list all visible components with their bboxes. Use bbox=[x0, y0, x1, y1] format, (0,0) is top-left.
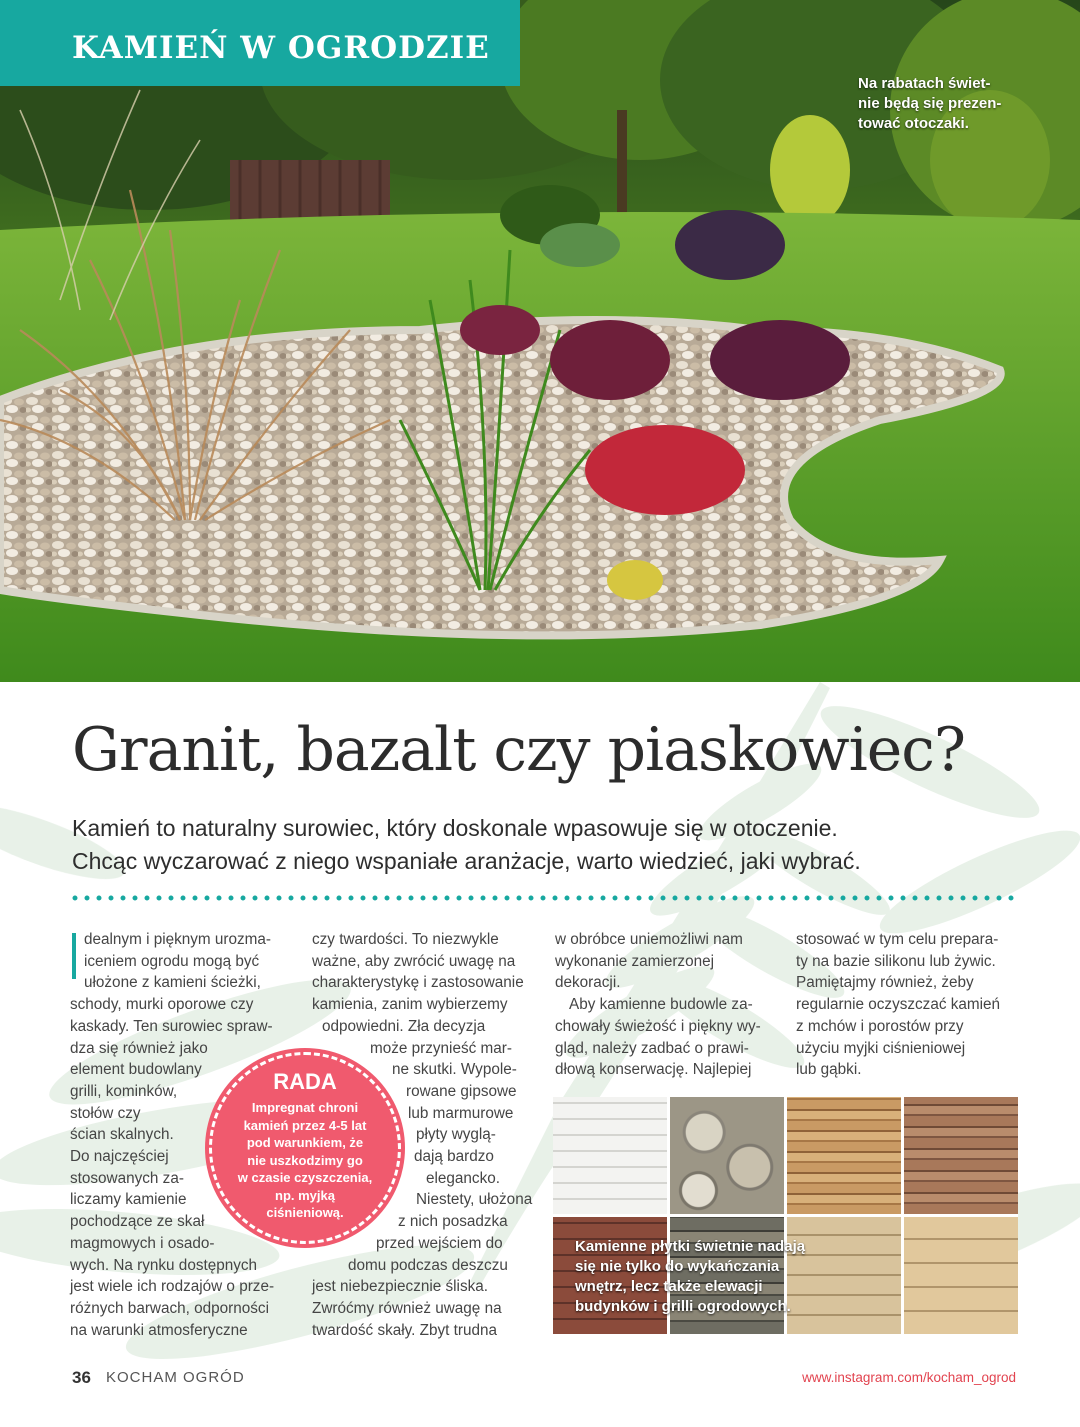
tip-title: RADA bbox=[273, 1069, 337, 1094]
hero-caption: Na rabatach świet- nie będą się prezen- tować otoczaki. bbox=[858, 75, 1002, 132]
text-line: lub marmurowe bbox=[408, 1104, 514, 1122]
tiles-caption: Kamienne płytki świetnie nadają się nie tylko do wykańczania wnętrz, lecz także elewacji budynków i grilli ogrodowych. bbox=[575, 1238, 806, 1315]
text-line: z mchów i porostów przy bbox=[796, 1017, 964, 1035]
text-line: różnych barwach, odporności bbox=[70, 1299, 269, 1317]
text-line: element budowlany bbox=[70, 1061, 202, 1079]
text-line: ty na bazie silikonu lub żywic. bbox=[796, 952, 996, 970]
tile-fieldstone bbox=[670, 1097, 784, 1214]
text-line: wych. Na rynku dostępnych bbox=[70, 1256, 258, 1274]
text-line: elegancko. bbox=[426, 1169, 500, 1187]
text-line: ścian skalnych. bbox=[70, 1126, 174, 1144]
magazine-name: KOCHAM OGRÓD bbox=[106, 1369, 245, 1386]
text-line: chowały świeżość i piękny wy- bbox=[555, 1017, 761, 1035]
hero-garden-photo bbox=[0, 0, 1080, 682]
text-line: stosować w tym celu prepara- bbox=[796, 931, 999, 948]
tile-sandstone-strips bbox=[787, 1097, 901, 1214]
text-line: twardość skały. Zbyt trudna bbox=[312, 1321, 498, 1339]
text-line: charakterystykę i zastosowanie bbox=[312, 974, 524, 992]
text-line: dza się również jako bbox=[70, 1039, 208, 1057]
text-line: z nich posadzka bbox=[398, 1213, 508, 1231]
text-line: iceniem ogrodu mogą być bbox=[84, 952, 260, 970]
text-line: na warunki atmosferyczne bbox=[70, 1321, 248, 1339]
text-line: może przynieść mar- bbox=[370, 1039, 512, 1057]
text-line: ważne, aby zwrócić uwagę na bbox=[312, 952, 516, 970]
text-line: regularnie oczyszczać kamień bbox=[796, 996, 1001, 1014]
tip-badge bbox=[209, 1052, 401, 1244]
text-line: Do najczęściej bbox=[70, 1148, 169, 1166]
text-line: czy twardości. To niezwykle bbox=[312, 931, 499, 948]
article-headline: Granit, bazalt czy piaskowiec? bbox=[72, 715, 966, 785]
text-line: liczamy kamienie bbox=[70, 1191, 187, 1209]
text-line: dają bardzo bbox=[414, 1148, 494, 1166]
text-line: magmowych i osado- bbox=[70, 1234, 215, 1252]
text-line: ułożone z kamieni ścieżki, bbox=[84, 974, 261, 992]
text-line: Pamiętajmy również, żeby bbox=[796, 974, 974, 992]
body-column-3 bbox=[555, 929, 777, 1081]
tile-white-brick bbox=[553, 1097, 667, 1214]
tile-sand-block bbox=[904, 1217, 1018, 1334]
text-line: Aby kamienne budowle za- bbox=[569, 996, 753, 1014]
lead-line-1: Kamień to naturalny surowiec, który doskonale wpasowuje się w otoczenie. bbox=[72, 815, 838, 841]
text-line: rowane gipsowe bbox=[406, 1082, 517, 1100]
text-line: lub gąbki. bbox=[796, 1061, 862, 1079]
text-line: odpowiedni. Zła decyzja bbox=[322, 1017, 486, 1035]
body-column-4 bbox=[796, 929, 1022, 1081]
section-tag bbox=[0, 0, 520, 86]
text-line: kaskady. Ten surowiec spraw- bbox=[70, 1017, 273, 1035]
text-line: Niestety, ułożona bbox=[416, 1191, 533, 1209]
text-line: Zwróćmy również uwagę na bbox=[312, 1299, 502, 1317]
text-line: pochodzące ze skał bbox=[70, 1213, 205, 1231]
text-line: płyty wyglą- bbox=[416, 1126, 496, 1144]
tile-brown-slate bbox=[904, 1097, 1018, 1214]
text-line: dekoracji. bbox=[555, 974, 621, 992]
text-line: grilli, kominków, bbox=[70, 1082, 178, 1100]
text-line: użyciu myjki ciśnieniowej bbox=[796, 1039, 966, 1057]
text-line: gląd, należy zadbać o prawi- bbox=[555, 1039, 749, 1057]
instagram-link[interactable]: www.instagram.com/kocham_ogrod bbox=[802, 1370, 1016, 1385]
article-lead bbox=[72, 812, 1032, 878]
lead-line-2: Chcąc wyczarować z niego wspaniałe aranżacje, warto wiedzieć, jaki wybrać. bbox=[72, 848, 861, 874]
text-line: przed wejściem do bbox=[376, 1234, 503, 1252]
text-line: kamienia, zanim wybierzemy bbox=[312, 996, 508, 1014]
text-line: wykonanie zamierzonej bbox=[555, 952, 714, 970]
tip-text: Impregnat chroni kamień przez 4-5 lat pod warunkiem, że nie uszkodzimy go w czasie czyszczenia, np. myjką ciśnieniową. bbox=[237, 1100, 373, 1220]
text-line: stołów czy bbox=[70, 1104, 141, 1122]
text-line: jest wiele ich rodzajów o prze- bbox=[70, 1278, 275, 1296]
section-tag-label: KAMIEŃ W OGRODZIE bbox=[72, 30, 490, 66]
dotted-divider bbox=[72, 894, 1020, 902]
text-line: dealnym i pięknym urozma- bbox=[84, 931, 272, 948]
text-line: schody, murki oporowe czy bbox=[70, 996, 254, 1014]
page-number: 36 bbox=[72, 1368, 91, 1387]
text-line: ne skutki. Wypole- bbox=[392, 1061, 517, 1079]
text-line: dłową konserwację. Najlepiej bbox=[555, 1061, 752, 1079]
text-line: w obróbce uniemożliwi nam bbox=[555, 931, 743, 948]
text-line: stosowanych za- bbox=[70, 1169, 184, 1187]
text-line: jest niebezpiecznie śliska. bbox=[312, 1278, 489, 1296]
text-line: domu podczas deszczu bbox=[348, 1256, 508, 1274]
